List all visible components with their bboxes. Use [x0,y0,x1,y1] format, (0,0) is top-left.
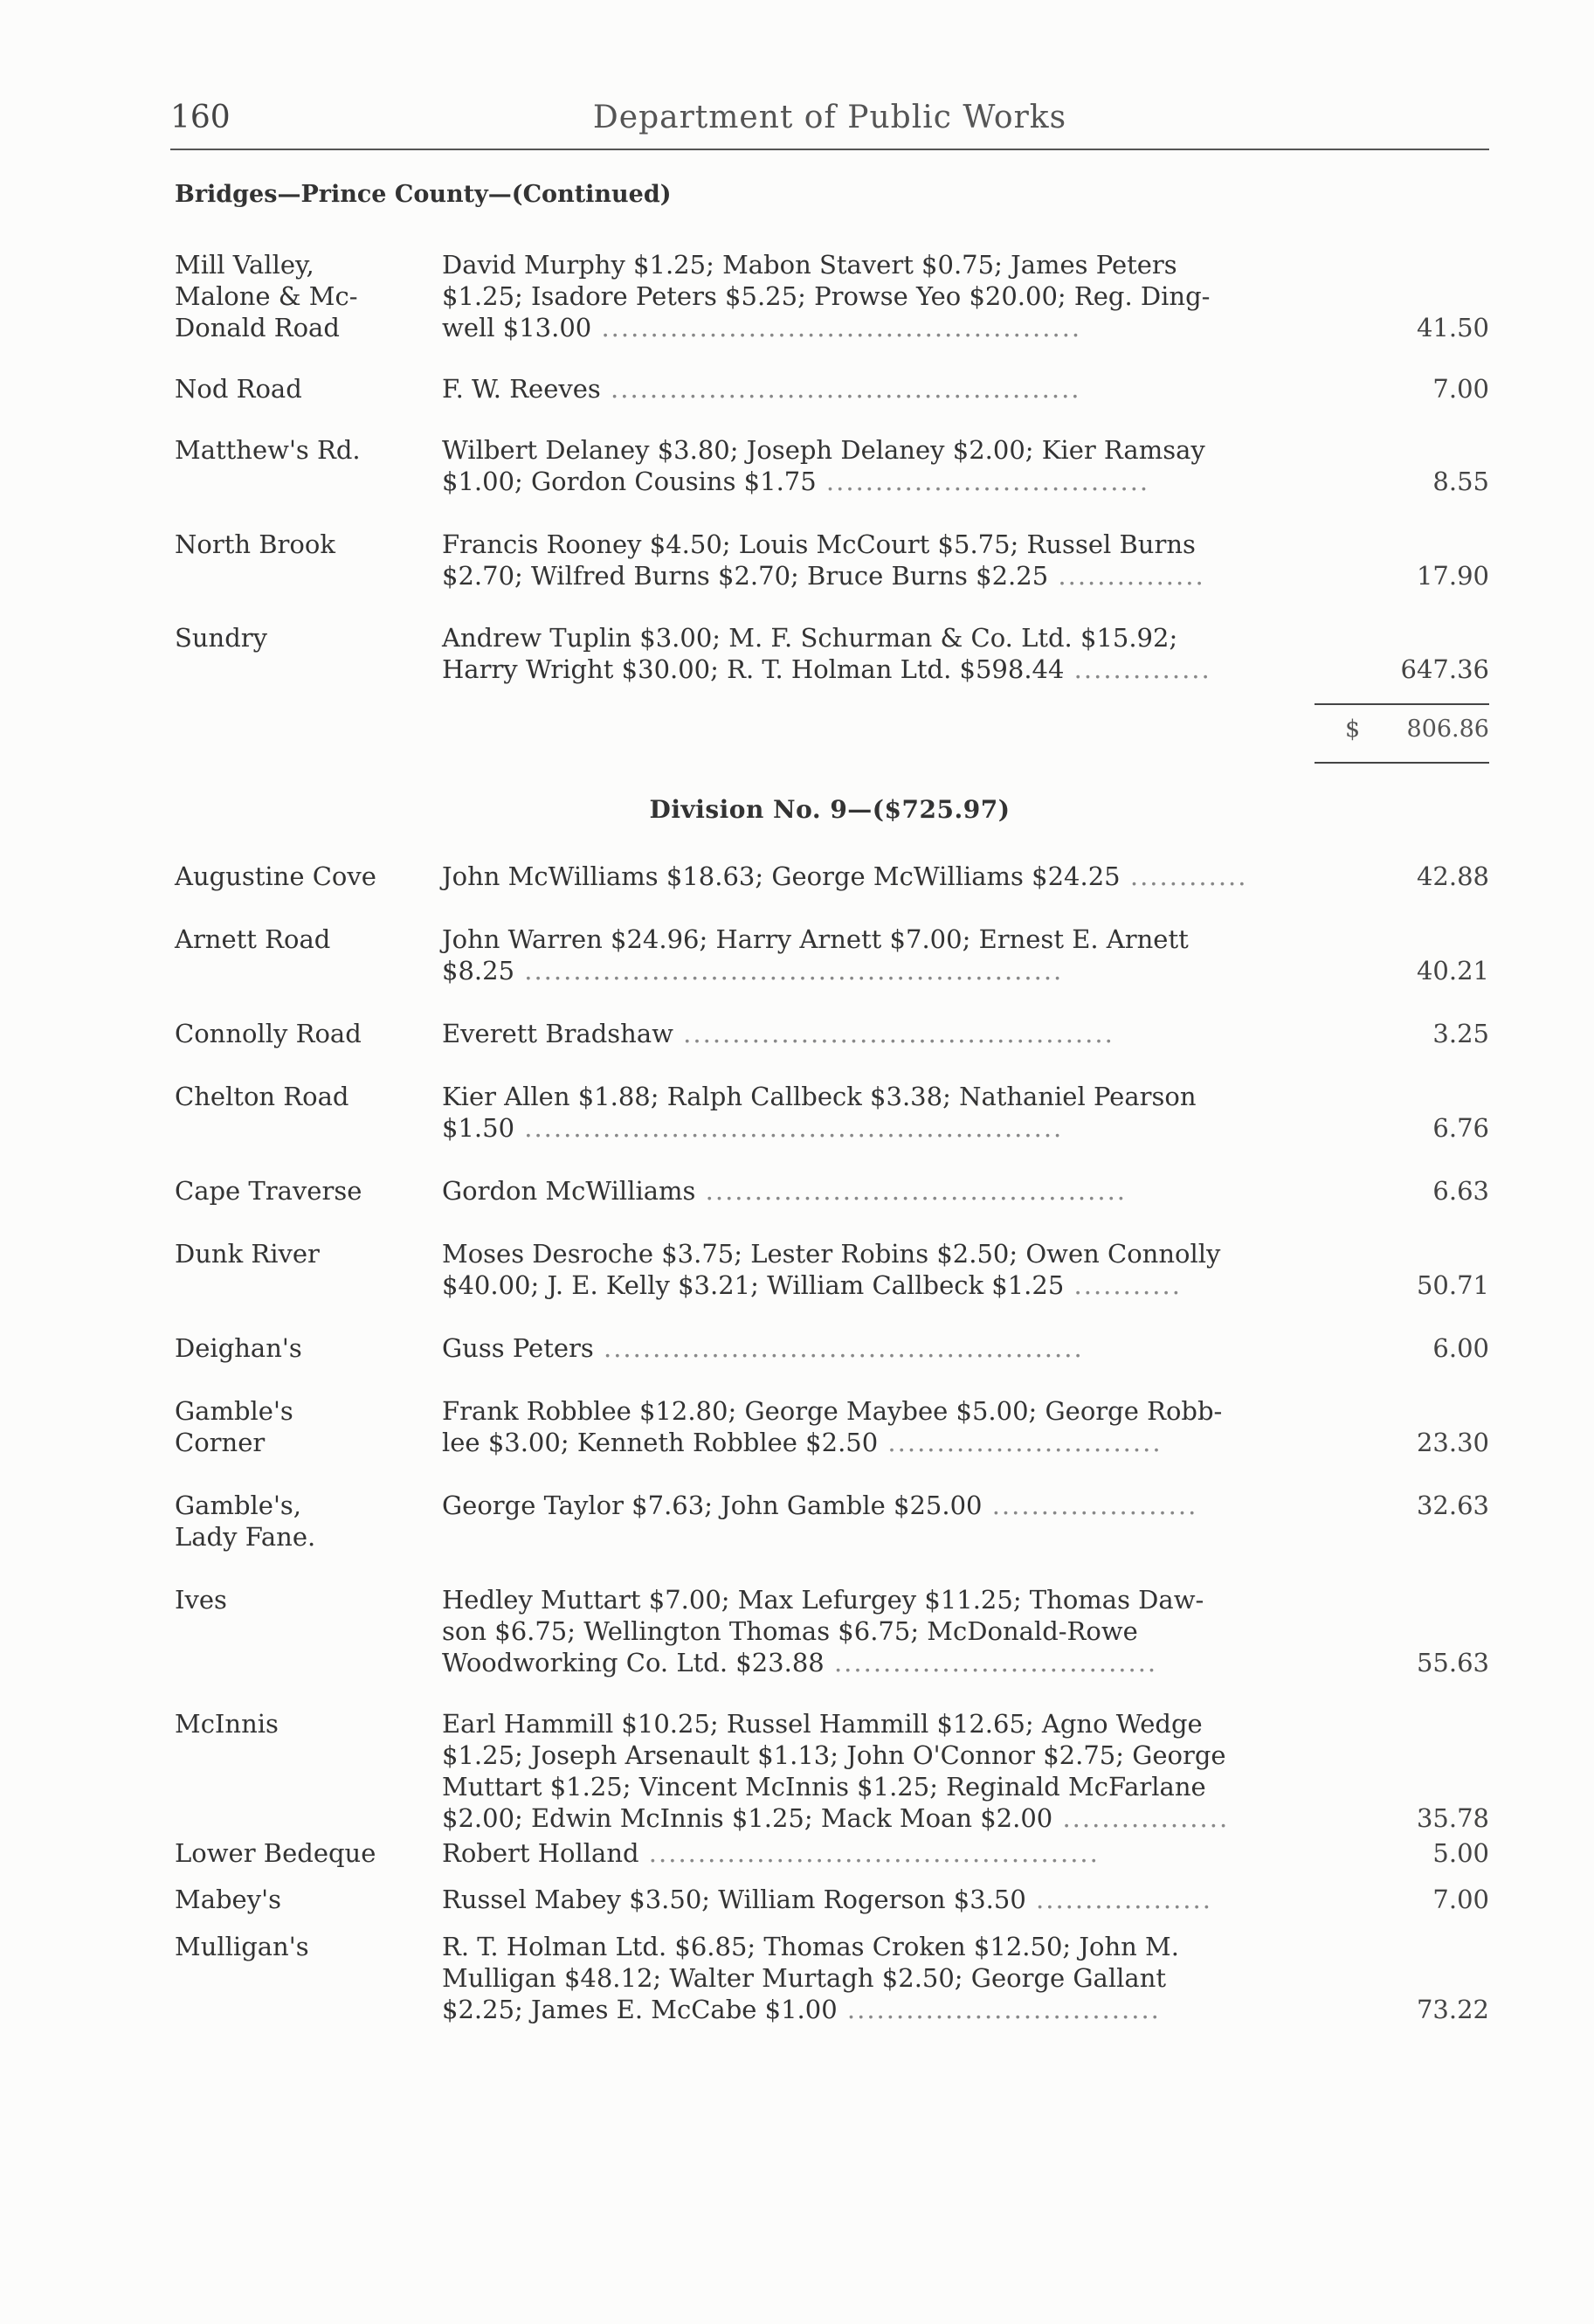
dot-leader: ................................ [837,1995,1161,2024]
payee-line [442,373,1315,405]
location-name [175,1018,437,1049]
total-currency: $ [1345,716,1361,743]
dot-leader: ..................... [982,1491,1198,1520]
location-name-line: Mulligan's [175,1932,309,1961]
payee-line [442,560,1315,591]
dot-leader: ................................. [824,1648,1158,1677]
payee-line [442,1584,1315,1615]
payees [442,434,1315,497]
payee-line [442,1238,1315,1269]
dot-leader: ................. [1052,1803,1230,1833]
location-name [175,923,437,955]
payee-line [442,1112,1315,1144]
payee-text: $1.00; Gordon Cousins $1.75 [442,467,817,496]
amount: 7.00 [1432,1885,1489,1914]
location-name-line: Lady Fane. [175,1522,316,1552]
payee-line [442,1802,1315,1834]
location-name [175,622,437,654]
location-name-line: Gamble's [175,1396,293,1426]
location-name [175,1332,437,1364]
amount: 32.63 [1416,1491,1489,1520]
payee-line [442,1332,1315,1364]
amount: 50.71 [1416,1270,1489,1300]
dot-leader: .............. [1064,654,1211,684]
payee-line [442,249,1315,280]
running-title: Department of Public Works [592,100,1067,135]
location-name-line: Arnett Road [175,924,331,954]
location-name [175,434,437,466]
payee-text: $2.25; James E. McCabe $1.00 [442,1995,838,2024]
payee-line [442,1994,1315,2025]
location-name-line: Donald Road [175,313,340,342]
payees [442,1018,1315,1049]
amount: 35.78 [1416,1803,1489,1833]
payee-text: well $13.00 [442,313,592,342]
payees [442,1332,1315,1364]
location-name-line: Corner [175,1428,266,1457]
location-name [175,249,437,343]
payee-line [442,280,1315,312]
location-name-line: Malone & Mc- [175,281,358,311]
payees [442,249,1315,343]
location-name [175,529,437,560]
payee-line [442,955,1315,986]
location-name-line: Deighan's [175,1333,302,1363]
total-rule-bottom [1315,762,1489,764]
payee-line [442,312,1315,343]
payee-text: Hedley Muttart $7.00; Max Lefurgey $11.25; Thomas Daw- [442,1585,1204,1615]
payee-text: $2.70; Wilfred Burns $2.70; Bruce Burns $2.25 [442,561,1049,591]
page-number: 160 [170,100,231,135]
payees [442,529,1315,591]
payee-line [442,1490,1315,1521]
payee-line [442,466,1315,497]
location-name [175,1175,437,1207]
dot-leader: ........................................... [695,1176,1128,1206]
location-name-line: Cape Traverse [175,1176,362,1206]
amount: 6.00 [1432,1333,1489,1363]
payee-line [442,923,1315,955]
amount: 7.00 [1432,374,1489,404]
location-name [175,1584,437,1615]
payees [442,1584,1315,1678]
payee-text: Earl Hammill $10.25; Russel Hammill $12.65; Agno Wedge [442,1709,1203,1739]
dot-leader: ............................................ [673,1019,1114,1048]
location-name-line: Ives [175,1585,227,1615]
location-name [175,1837,437,1869]
payee-line [442,1175,1315,1207]
payee-text: lee $3.00; Kenneth Robblee $2.50 [442,1428,879,1457]
payees [442,1708,1315,1834]
location-name-line: Connolly Road [175,1019,362,1048]
payee-line [442,1884,1315,1915]
payee-line [442,529,1315,560]
location-name-line: Lower Bedeque [175,1838,376,1868]
location-name [175,1395,437,1458]
dot-leader: ............................ [878,1428,1163,1457]
amount: 23.30 [1416,1428,1489,1457]
dot-leader: .................. [1025,1885,1212,1914]
location-name-line: Dunk River [175,1239,320,1269]
location-name [175,1884,437,1915]
payee-text: Frank Robblee $12.80; George Maybee $5.00; George Robb- [442,1396,1223,1426]
payee-text: Wilbert Delaney $3.80; Joseph Delaney $2.00; Kier Ramsay [442,435,1205,465]
payees [442,1837,1315,1869]
payee-text: Mulligan $48.12; Walter Murtagh $2.50; George Gallant [442,1963,1167,1993]
payees [442,1395,1315,1458]
payee-text: $1.25; Joseph Arsenault $1.13; John O'Connor $2.75; George [442,1740,1226,1770]
payee-text: Muttart $1.25; Vincent McInnis $1.25; Reginald McFarlane [442,1772,1206,1802]
amount: 17.90 [1416,561,1489,591]
dot-leader: ............... [1048,561,1205,591]
payee-line [442,1647,1315,1678]
location-name [175,1708,437,1740]
location-name [175,1081,437,1112]
payee-line [442,861,1315,892]
payee-text: Harry Wright $30.00; R. T. Holman Ltd. $598.44 [442,654,1065,684]
payees [442,1081,1315,1144]
payee-text: $8.25 [442,956,515,986]
payee-text: George Taylor $7.63; John Gamble $25.00 [442,1491,983,1520]
payees [442,1175,1315,1207]
location-name-line: McInnis [175,1709,279,1739]
payees [442,373,1315,405]
total-rule-top [1315,703,1489,705]
payee-line [442,1740,1315,1771]
location-name [175,1238,437,1269]
location-name [175,373,437,405]
payee-line [442,1771,1315,1802]
payee-text: F. W. Reeves [442,374,601,404]
payee-text: $40.00; J. E. Kelly $3.21; William Callbeck $1.25 [442,1270,1065,1300]
location-name-line: Chelton Road [175,1082,349,1111]
amount: 42.88 [1416,861,1489,891]
payee-text: Russel Mabey $3.50; William Rogerson $3.50 [442,1885,1026,1914]
location-name [175,1931,437,1962]
payee-line [442,654,1315,685]
payee-text: $1.25; Isadore Peters $5.25; Prowse Yeo $20.00; Reg. Ding- [442,281,1211,311]
payees [442,1884,1315,1915]
payee-line [442,1708,1315,1740]
payee-text: $2.00; Edwin McInnis $1.25; Mack Moan $2.00 [442,1803,1053,1833]
payee-text: Moses Desroche $3.75; Lester Robins $2.50; Owen Connolly [442,1239,1221,1269]
payees [442,1238,1315,1301]
location-name-line: Matthew's Rd. [175,435,361,465]
payee-line [442,1962,1315,1994]
payee-text: Woodworking Co. Ltd. $23.88 [442,1648,825,1677]
amount: 6.76 [1432,1113,1489,1143]
dot-leader: ....................................................... [514,1113,1064,1143]
dot-leader: ........... [1064,1270,1182,1300]
payee-line [442,1427,1315,1458]
payee-text: Everett Bradshaw [442,1019,673,1048]
payee-text: David Murphy $1.25; Mabon Stavert $0.75; James Peters [442,250,1177,280]
dot-leader: ................................. [816,467,1150,496]
payee-line [442,622,1315,654]
amount: 8.55 [1432,467,1489,496]
amount: 3.25 [1432,1019,1489,1048]
location-name-line: Gamble's, [175,1491,302,1520]
payee-text: Robert Holland [442,1838,639,1868]
payees [442,1490,1315,1521]
location-name-line: Mabey's [175,1885,281,1914]
payee-text: R. T. Holman Ltd. $6.85; Thomas Croken $12.50; John M. [442,1932,1179,1961]
payee-text: Gordon McWilliams [442,1176,696,1206]
dot-leader: .............................................. [638,1838,1100,1868]
amount: 73.22 [1416,1995,1489,2024]
location-name-line: Sundry [175,623,268,653]
payee-line [442,1081,1315,1112]
dot-leader: ................................................. [591,313,1082,342]
dot-leader: ....................................................... [514,956,1064,986]
payee-line [442,1269,1315,1301]
payee-line [442,1018,1315,1049]
payee-text: Francis Rooney $4.50; Louis McCourt $5.75; Russel Burns [442,529,1196,559]
payee-line [442,1395,1315,1427]
payees [442,923,1315,986]
location-name-line: Mill Valley, [175,250,314,280]
dot-leader: ................................................. [593,1333,1084,1363]
location-name [175,1490,437,1553]
payees [442,1931,1315,2025]
page-header [170,96,1489,150]
payee-text: Guss Peters [442,1333,594,1363]
payee-text: Kier Allen $1.88; Ralph Callbeck $3.38; Nathaniel Pearson [442,1082,1197,1111]
payee-text: Andrew Tuplin $3.00; M. F. Schurman & Co. Ltd. $15.92; [442,623,1178,653]
amount: 40.21 [1416,956,1489,986]
division-heading: Division No. 9—($725.97) [649,795,1011,824]
amount: 647.36 [1400,654,1489,684]
payee-line [442,434,1315,466]
amount: 5.00 [1432,1838,1489,1868]
payee-text: son $6.75; Wellington Thomas $6.75; McDonald-Rowe [442,1616,1138,1646]
payee-line [442,1837,1315,1869]
location-name [175,861,437,892]
section-heading: Bridges—Prince County—(Continued) [175,181,672,208]
payees [442,622,1315,685]
amount: 55.63 [1416,1648,1489,1677]
location-name-line: Nod Road [175,374,302,404]
dot-leader: ................................................ [600,374,1081,404]
location-name-line: North Brook [175,529,335,559]
payee-text: $1.50 [442,1113,515,1143]
dot-leader: ............ [1120,861,1248,891]
payee-line [442,1931,1315,1962]
payee-line [442,1615,1315,1647]
total-amount: 806.86 [1406,716,1489,743]
payee-text: John McWilliams $18.63; George McWilliams $24.25 [442,861,1121,891]
payee-text: John Warren $24.96; Harry Arnett $7.00; Ernest E. Arnett [442,924,1189,954]
amount: 41.50 [1416,313,1489,342]
amount: 6.63 [1432,1176,1489,1206]
payees [442,861,1315,892]
location-name-line: Augustine Cove [175,861,376,891]
